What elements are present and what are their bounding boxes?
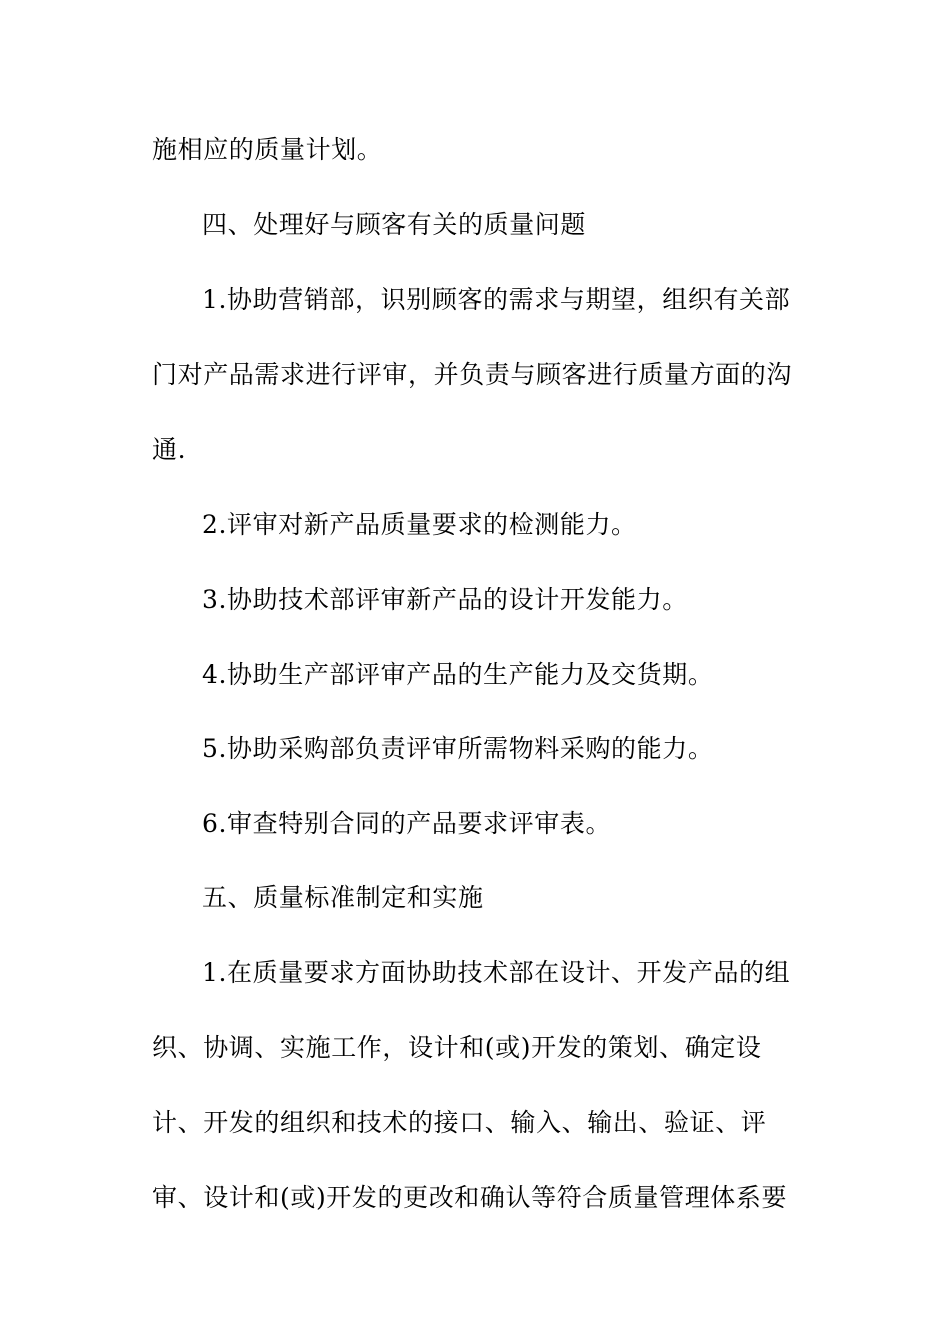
section-heading: 五、质量标准制定和实施 [202,883,484,912]
list-item: 4.协助生产部评审产品的生产能力及交货期。 [202,660,714,689]
text-line: 门对产品需求进行评审，并负责与顾客进行质量方面的沟 [152,360,793,389]
list-item: 2.评审对新产品质量要求的检测能力。 [202,510,637,539]
section-heading: 四、处理好与顾客有关的质量问题 [202,210,587,239]
text-line: 通. [152,435,187,464]
list-item: 1.在质量要求方面协助技术部在设计、开发产品的组 [202,958,791,987]
text-line: 施相应的质量计划。 [152,135,383,164]
list-item: 6.审查特别合同的产品要求评审表。 [202,809,612,838]
list-item: 1.协助营销部，识别顾客的需求与期望，组织有关部 [202,285,791,314]
list-item: 5.协助采购部负责评审所需物料采购的能力。 [202,734,714,763]
text-line: 审、设计和(或)开发的更改和确认等符合质量管理体系要 [152,1183,788,1212]
text-line: 计、开发的组织和技术的接口、输入、输出、验证、评 [152,1108,767,1137]
list-item: 3.协助技术部评审新产品的设计开发能力。 [202,585,688,614]
text-line: 织、协调、实施工作，设计和(或)开发的策划、确定设 [152,1033,762,1062]
